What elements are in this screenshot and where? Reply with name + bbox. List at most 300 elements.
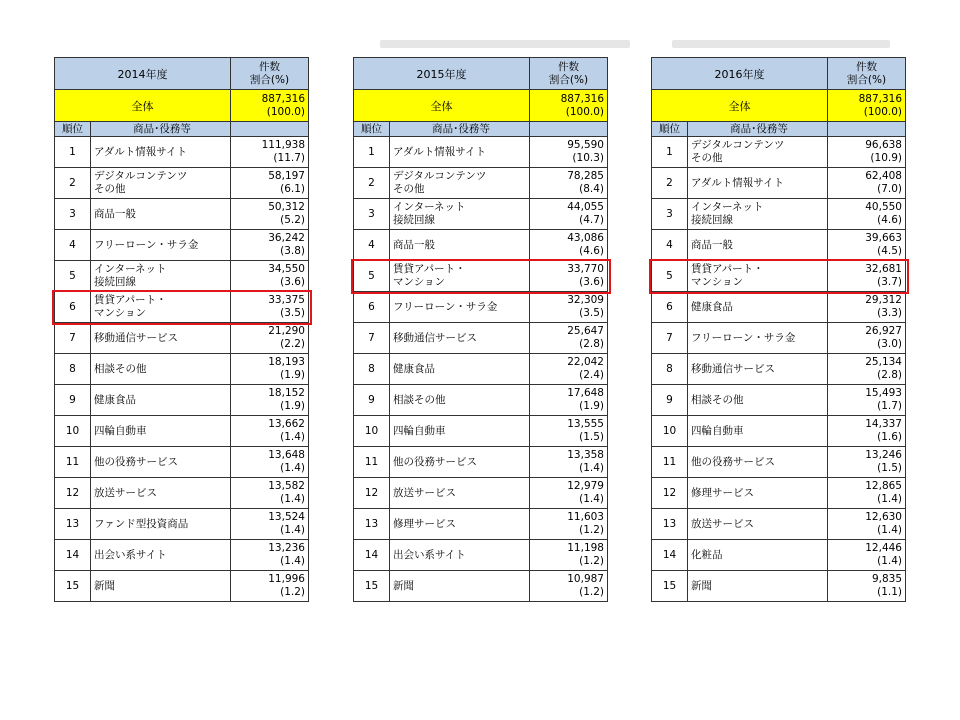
table-row [652,354,906,385]
item-cell [390,292,530,323]
item-cell [688,230,828,261]
rank-cell: 4 [652,230,688,261]
rank-cell: 10 [652,416,688,447]
count-cell [828,416,906,447]
pct-value: (1.4) [280,431,305,443]
count-value: 36,242 [268,232,305,244]
count-cell [828,540,906,571]
item-cell [390,447,530,478]
count-header-line: 割合(%) [846,73,887,86]
item-line: 他の役務サービス [393,455,477,468]
year-label: 2014年度 [55,58,231,90]
ranking-table [54,57,309,602]
pct-value: (1.9) [280,400,305,412]
pct-value: (6.1) [280,183,305,195]
rank-cell: 12 [55,478,91,509]
item-line: 移動通信サービス [94,331,178,344]
count-value: 58,197 [268,170,305,182]
item-cell [91,509,231,540]
table-row [55,540,309,571]
item-cell [688,540,828,571]
count-cell [231,416,309,447]
count-value: 11,603 [567,511,604,523]
pct-value: (1.5) [579,431,604,443]
count-value: 111,938 [261,139,305,151]
table-row [354,478,608,509]
count-value: 11,996 [268,573,305,585]
count-value: 13,524 [268,511,305,523]
total-pct: (100.0) [565,105,604,118]
item-line: フリーローン・サラ金 [691,331,796,344]
pct-value: (3.5) [579,307,604,319]
rank-cell: 11 [55,447,91,478]
item-cell [390,199,530,230]
item-cell [688,261,828,292]
item-cell [688,509,828,540]
item-line: 放送サービス [691,517,754,530]
item-cell [91,447,231,478]
item-cell [688,416,828,447]
item-line: マンション [691,276,744,288]
count-value: 13,358 [567,449,604,461]
count-cell [530,571,608,602]
table-row [354,137,608,168]
pct-value: (1.4) [280,524,305,536]
total-row [55,90,309,122]
count-value: 9,835 [871,573,902,585]
count-value: 15,493 [865,387,902,399]
count-cell [231,571,309,602]
count-cell [231,323,309,354]
item-cell [390,354,530,385]
pct-value: (1.4) [877,555,902,567]
item-line: 健康食品 [393,362,435,375]
count-cell [231,199,309,230]
count-value: 62,408 [865,170,902,182]
table-row [55,509,309,540]
count-value: 12,630 [865,511,902,523]
rank-cell: 14 [55,540,91,571]
item-line: フリーローン・サラ金 [393,300,498,313]
count-cell [530,137,608,168]
table-row [55,323,309,354]
pct-value: (1.5) [877,462,902,474]
rank-cell: 12 [354,478,390,509]
total-count: 887,316 [560,92,604,105]
pct-value: (3.5) [280,307,305,319]
count-value: 12,446 [865,542,902,554]
item-cell [91,292,231,323]
table-row [652,447,906,478]
rank-cell: 3 [354,199,390,230]
count-header-line: 割合(%) [548,73,589,86]
count-value: 40,550 [865,201,902,213]
item-cell [91,261,231,292]
rank-cell: 13 [55,509,91,540]
pct-value: (4.6) [877,214,902,226]
pct-value: (1.2) [280,586,305,598]
item-line: マンション [94,307,147,319]
count-cell [530,354,608,385]
rank-cell: 3 [55,199,91,230]
count-value: 78,285 [567,170,604,182]
pct-value: (5.2) [280,214,305,226]
pct-value: (1.2) [579,586,604,598]
count-cell [231,540,309,571]
count-value: 13,582 [268,480,305,492]
pct-value: (1.9) [280,369,305,381]
rank-cell: 2 [652,168,688,199]
item-cell [390,478,530,509]
count-cell [231,385,309,416]
count-value: 96,638 [865,139,902,151]
rank-cell: 1 [354,137,390,168]
item-line: 賃貸アパート・ [393,263,466,275]
item-line: 四輪自動車 [94,424,147,437]
rank-cell: 5 [652,261,688,292]
count-cell [530,540,608,571]
count-value: 44,055 [567,201,604,213]
item-line: 賃貸アパート・ [94,294,167,306]
item-line: フリーローン・サラ金 [94,238,199,251]
item-cell [390,137,530,168]
column-header-row [354,122,608,137]
count-value: 22,042 [567,356,604,368]
item-line: 出会い系サイト [393,548,466,561]
rank-cell: 5 [55,261,91,292]
count-cell [530,447,608,478]
item-cell [91,199,231,230]
item-header: 商品･役務等 [688,122,828,137]
count-header-line: 件数 [558,60,579,73]
count-value: 26,927 [865,325,902,337]
rank-header: 順位 [55,122,91,137]
item-line: 賃貸アパート・ [691,263,764,275]
item-header: 商品･役務等 [91,122,231,137]
year-header-row [652,58,906,90]
pct-value: (2.4) [579,369,604,381]
count-cell [530,478,608,509]
item-cell [688,168,828,199]
year-header-row [55,58,309,90]
rank-cell: 13 [652,509,688,540]
table-row [652,323,906,354]
pct-value: (2.8) [579,338,604,350]
rank-cell: 10 [55,416,91,447]
count-cell [231,509,309,540]
item-cell [390,571,530,602]
count-cell [530,168,608,199]
count-value: 33,375 [268,294,305,306]
table-row [55,447,309,478]
item-line: マンション [393,276,446,288]
count-value: 14,337 [865,418,902,430]
count-cell [828,509,906,540]
item-line: 相談その他 [393,393,446,406]
year-header-row [354,58,608,90]
column-header-row [652,122,906,137]
count-cell [530,385,608,416]
pct-value: (1.2) [579,555,604,567]
count-header-line: 件数 [259,60,280,73]
table-row [354,199,608,230]
item-line: 商品一般 [691,238,733,251]
item-line: 接続回線 [691,214,733,226]
item-line: 他の役務サービス [94,455,178,468]
blank-header-cell [828,122,906,137]
count-value: 10,987 [567,573,604,585]
rank-cell: 10 [354,416,390,447]
pct-value: (3.7) [877,276,902,288]
table-row [652,292,906,323]
item-line: デジタルコンテンツ [393,170,487,182]
rank-cell: 12 [652,478,688,509]
total-count: 887,316 [858,92,902,105]
item-cell [688,354,828,385]
table-row [354,540,608,571]
table-row [652,230,906,261]
ranking-table [651,57,906,602]
table-row [55,571,309,602]
total-label: 全体 [55,90,231,122]
item-cell [91,354,231,385]
pct-value: (1.4) [579,462,604,474]
item-cell [390,323,530,354]
count-header-line: 割合(%) [249,73,290,86]
item-cell [390,416,530,447]
item-cell [390,509,530,540]
table-row [354,447,608,478]
table-row [354,385,608,416]
rank-cell: 11 [652,447,688,478]
item-line: 相談その他 [691,393,744,406]
count-value: 13,555 [567,418,604,430]
count-cell [231,168,309,199]
rank-cell: 4 [354,230,390,261]
pct-value: (11.7) [273,152,305,164]
faint-header-remnant [672,40,890,48]
count-header [231,58,309,90]
item-line: 接続回線 [94,276,136,288]
table-row [652,509,906,540]
table-row [652,137,906,168]
table-row [354,168,608,199]
item-line: インターネット [94,263,167,275]
rank-cell: 8 [55,354,91,385]
faint-header-remnant [380,40,630,48]
pct-value: (8.4) [579,183,604,195]
count-cell [530,230,608,261]
item-line: 四輪自動車 [393,424,446,437]
item-line: 放送サービス [393,486,456,499]
rank-cell: 1 [652,137,688,168]
table-row [354,354,608,385]
rank-cell: 15 [55,571,91,602]
item-cell [688,199,828,230]
pct-value: (1.4) [877,493,902,505]
count-cell [828,137,906,168]
total-row [652,90,906,122]
total-values [828,90,906,122]
item-line: 移動通信サービス [691,362,775,375]
count-cell [828,292,906,323]
item-cell [688,385,828,416]
item-line: 商品一般 [94,207,136,220]
item-cell [91,323,231,354]
blank-header-cell [231,122,309,137]
total-label: 全体 [354,90,530,122]
item-cell [688,478,828,509]
count-value: 34,550 [268,263,305,275]
year-label: 2016年度 [652,58,828,90]
pct-value: (1.7) [877,400,902,412]
table-row [652,168,906,199]
item-line: デジタルコンテンツ [691,139,785,151]
count-cell [530,261,608,292]
item-cell [688,292,828,323]
rank-cell: 7 [354,323,390,354]
count-value: 18,193 [268,356,305,368]
count-cell [828,199,906,230]
table-row [354,230,608,261]
pct-value: (7.0) [877,183,902,195]
pct-value: (4.5) [877,245,902,257]
pct-value: (2.2) [280,338,305,350]
item-line: その他 [691,152,723,164]
count-cell [231,354,309,385]
rank-cell: 9 [55,385,91,416]
table-row [55,230,309,261]
pct-value: (1.4) [280,493,305,505]
table-row [652,416,906,447]
table-row [55,168,309,199]
rank-cell: 8 [652,354,688,385]
item-line: 新聞 [691,579,712,592]
count-cell [828,323,906,354]
count-cell [828,230,906,261]
total-row [354,90,608,122]
table-row [652,540,906,571]
item-cell [390,540,530,571]
blank-header-cell [530,122,608,137]
total-count: 887,316 [261,92,305,105]
count-cell [530,416,608,447]
item-line: 放送サービス [94,486,157,499]
table-row [354,509,608,540]
total-pct: (100.0) [266,105,305,118]
item-cell [91,385,231,416]
rank-cell: 15 [652,571,688,602]
pct-value: (3.6) [280,276,305,288]
count-cell [828,385,906,416]
table-row [354,261,608,292]
pct-value: (4.6) [579,245,604,257]
item-line: アダルト情報サイト [691,176,785,189]
rank-cell: 8 [354,354,390,385]
count-value: 39,663 [865,232,902,244]
item-cell [390,230,530,261]
pct-value: (3.6) [579,276,604,288]
count-value: 11,198 [567,542,604,554]
pct-value: (2.8) [877,369,902,381]
item-cell [390,261,530,292]
pct-value: (1.4) [280,555,305,567]
count-value: 50,312 [268,201,305,213]
total-values [530,90,608,122]
table-row [354,323,608,354]
item-line: デジタルコンテンツ [94,170,188,182]
count-cell [231,137,309,168]
item-line: 移動通信サービス [393,331,477,344]
ranking-table [353,57,608,602]
count-value: 32,681 [865,263,902,275]
table-row [55,137,309,168]
count-cell [231,447,309,478]
table-row [652,571,906,602]
pct-value: (3.8) [280,245,305,257]
item-line: 商品一般 [393,238,435,251]
pct-value: (1.4) [579,493,604,505]
count-value: 29,312 [865,294,902,306]
item-line: 修理サービス [691,486,754,499]
count-value: 17,648 [567,387,604,399]
pct-value: (4.7) [579,214,604,226]
count-cell [828,571,906,602]
item-cell [91,416,231,447]
table-row [652,385,906,416]
rank-cell: 6 [652,292,688,323]
count-header [530,58,608,90]
table-row [55,416,309,447]
pct-value: (1.6) [877,431,902,443]
count-value: 13,648 [268,449,305,461]
total-pct: (100.0) [863,105,902,118]
count-value: 25,134 [865,356,902,368]
item-line: 新聞 [393,579,414,592]
rank-cell: 2 [55,168,91,199]
pct-value: (3.0) [877,338,902,350]
item-cell [688,571,828,602]
item-cell [91,137,231,168]
rank-cell: 14 [354,540,390,571]
count-cell [828,261,906,292]
rank-header: 順位 [652,122,688,137]
item-cell [688,323,828,354]
rank-cell: 4 [55,230,91,261]
item-line: アダルト情報サイト [393,145,487,158]
rank-cell: 5 [354,261,390,292]
item-line: 健康食品 [691,300,733,313]
count-cell [530,323,608,354]
rank-cell: 7 [652,323,688,354]
table-row [55,478,309,509]
count-value: 32,309 [567,294,604,306]
rank-cell: 7 [55,323,91,354]
rank-cell: 9 [652,385,688,416]
count-cell [231,292,309,323]
item-line: 接続回線 [393,214,435,226]
pct-value: (1.1) [877,586,902,598]
pct-value: (10.3) [572,152,604,164]
count-cell [231,478,309,509]
item-cell [688,137,828,168]
total-values [231,90,309,122]
item-cell [91,540,231,571]
table-row [354,416,608,447]
table-row [652,261,906,292]
count-cell [828,478,906,509]
count-header-line: 件数 [856,60,877,73]
